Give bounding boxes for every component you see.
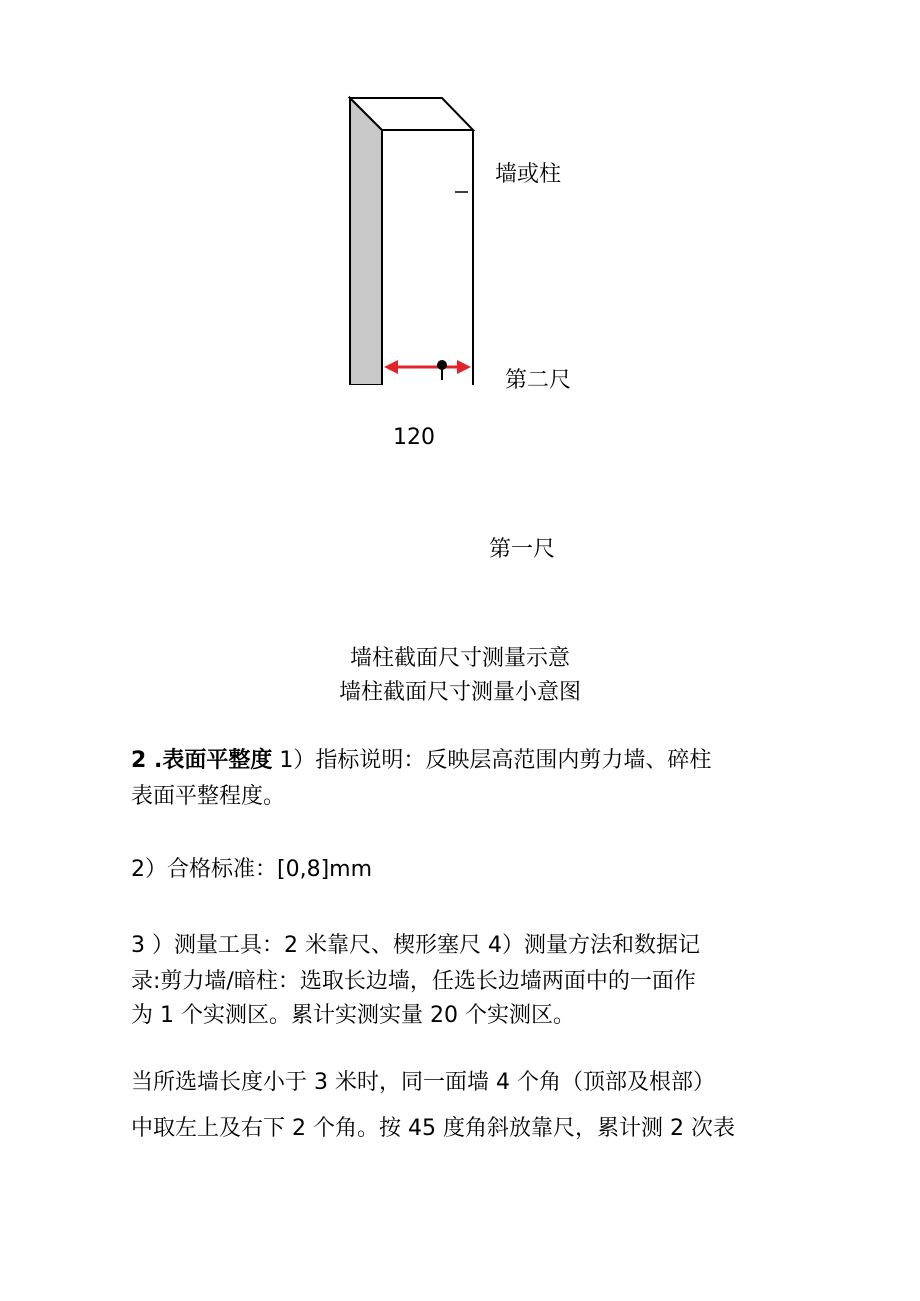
label-second-ruler: 第二尺 (505, 368, 572, 393)
ruler-arrow-right-head (457, 360, 471, 374)
ruler-arrow-left-head (384, 360, 398, 374)
column-side-face (350, 98, 382, 385)
label-wall-or-column: 墙或柱 (495, 162, 562, 187)
item-3-line-3: 为 1 个实测区。累计实测实量 20 个实测区。 (131, 1003, 575, 1028)
item-3-line-2: 录:剪力墙/暗柱：选取长边墙，任选长边墙两面中的一面作 (131, 969, 696, 994)
label-dimension: 120 (393, 425, 435, 450)
figure-caption-1: 墙柱截面尺寸测量示意 (349, 646, 570, 671)
item-2: 2）合格标准：[0,8]mm (131, 857, 373, 882)
section-heading: 2 .表面平整度 (131, 748, 273, 773)
paragraph-line-1: 当所选墙长度小于 3 米时，同一面墙 4 个角（顶部及根部） (131, 1070, 715, 1095)
paragraph-line-2: 中取左上及右下 2 个角。按 45 度角斜放靠尺，累计测 2 次表 (131, 1116, 735, 1141)
label-first-ruler: 第一尺 (489, 537, 556, 562)
section-heading-line (131, 744, 711, 778)
item-3-line-1: 3 ）测量工具：2 米靠尺、楔形塞尺 4）测量方法和数据记 (131, 933, 700, 958)
item-1-line-1: 1）指标说明：反映层高范围内剪力墙、碎柱 (272, 748, 712, 773)
wall-column-diagram (340, 90, 490, 385)
item-1-line-2: 表面平整程度。 (131, 784, 286, 809)
figure-caption-2: 墙柱截面尺寸测量小意图 (338, 680, 581, 705)
